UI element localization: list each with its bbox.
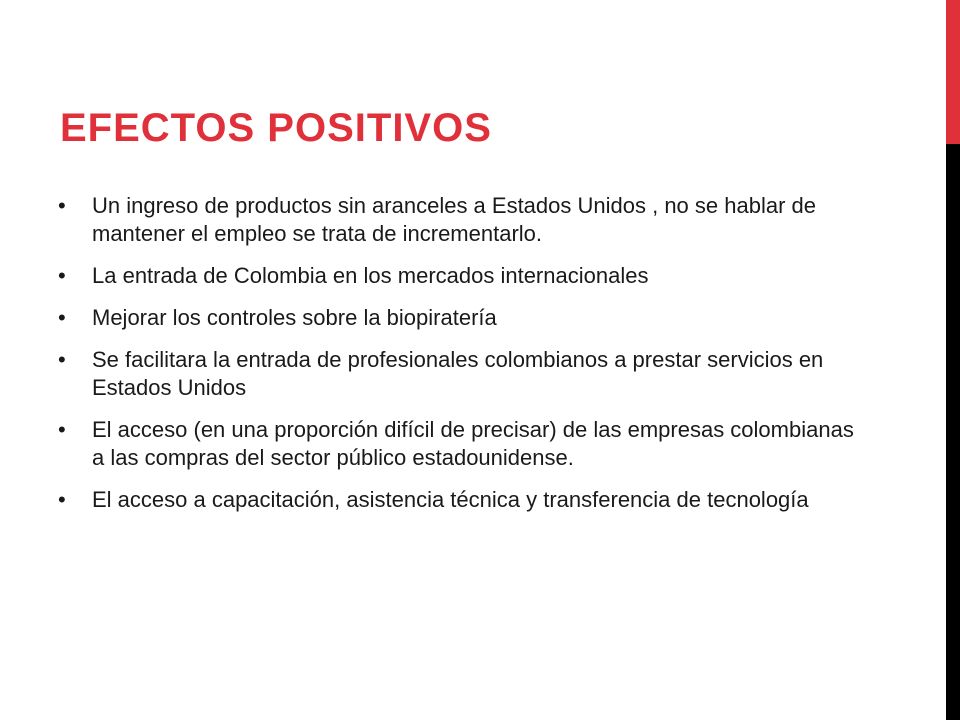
- bullet-marker: •: [58, 305, 66, 330]
- bullet-item: [58, 486, 858, 514]
- bullet-text: Un ingreso de productos sin aranceles a Estados Unidos , no se hablar de mantener el empleo se trata de incrementarlo.: [92, 193, 816, 246]
- bullet-marker: •: [58, 487, 66, 512]
- bullet-item: [58, 416, 858, 472]
- bullet-item: [58, 262, 858, 290]
- slide-title: EFECTOS POSITIVOS: [60, 106, 492, 150]
- bullet-list: [58, 192, 858, 528]
- bullet-text: La entrada de Colombia en los mercados internacionales: [92, 263, 649, 288]
- bullet-item: [58, 346, 858, 402]
- bullet-marker: •: [58, 193, 66, 218]
- bullet-marker: •: [58, 417, 66, 442]
- bullet-text: El acceso (en una proporción difícil de precisar) de las empresas colombianas a las compras del sector público estadounidense.: [92, 417, 854, 470]
- bullet-marker: •: [58, 263, 66, 288]
- bullet-text: Mejorar los controles sobre la biopiratería: [92, 305, 497, 330]
- accent-bar-red: [946, 0, 960, 144]
- bullet-marker: •: [58, 347, 66, 372]
- bullet-item: [58, 304, 858, 332]
- bullet-text: El acceso a capacitación, asistencia técnica y transferencia de tecnología: [92, 487, 809, 512]
- bullet-item: [58, 192, 858, 248]
- bullet-text: Se facilitara la entrada de profesionales colombianos a prestar servicios en Estados Unidos: [92, 347, 824, 400]
- accent-bar-black: [946, 144, 960, 720]
